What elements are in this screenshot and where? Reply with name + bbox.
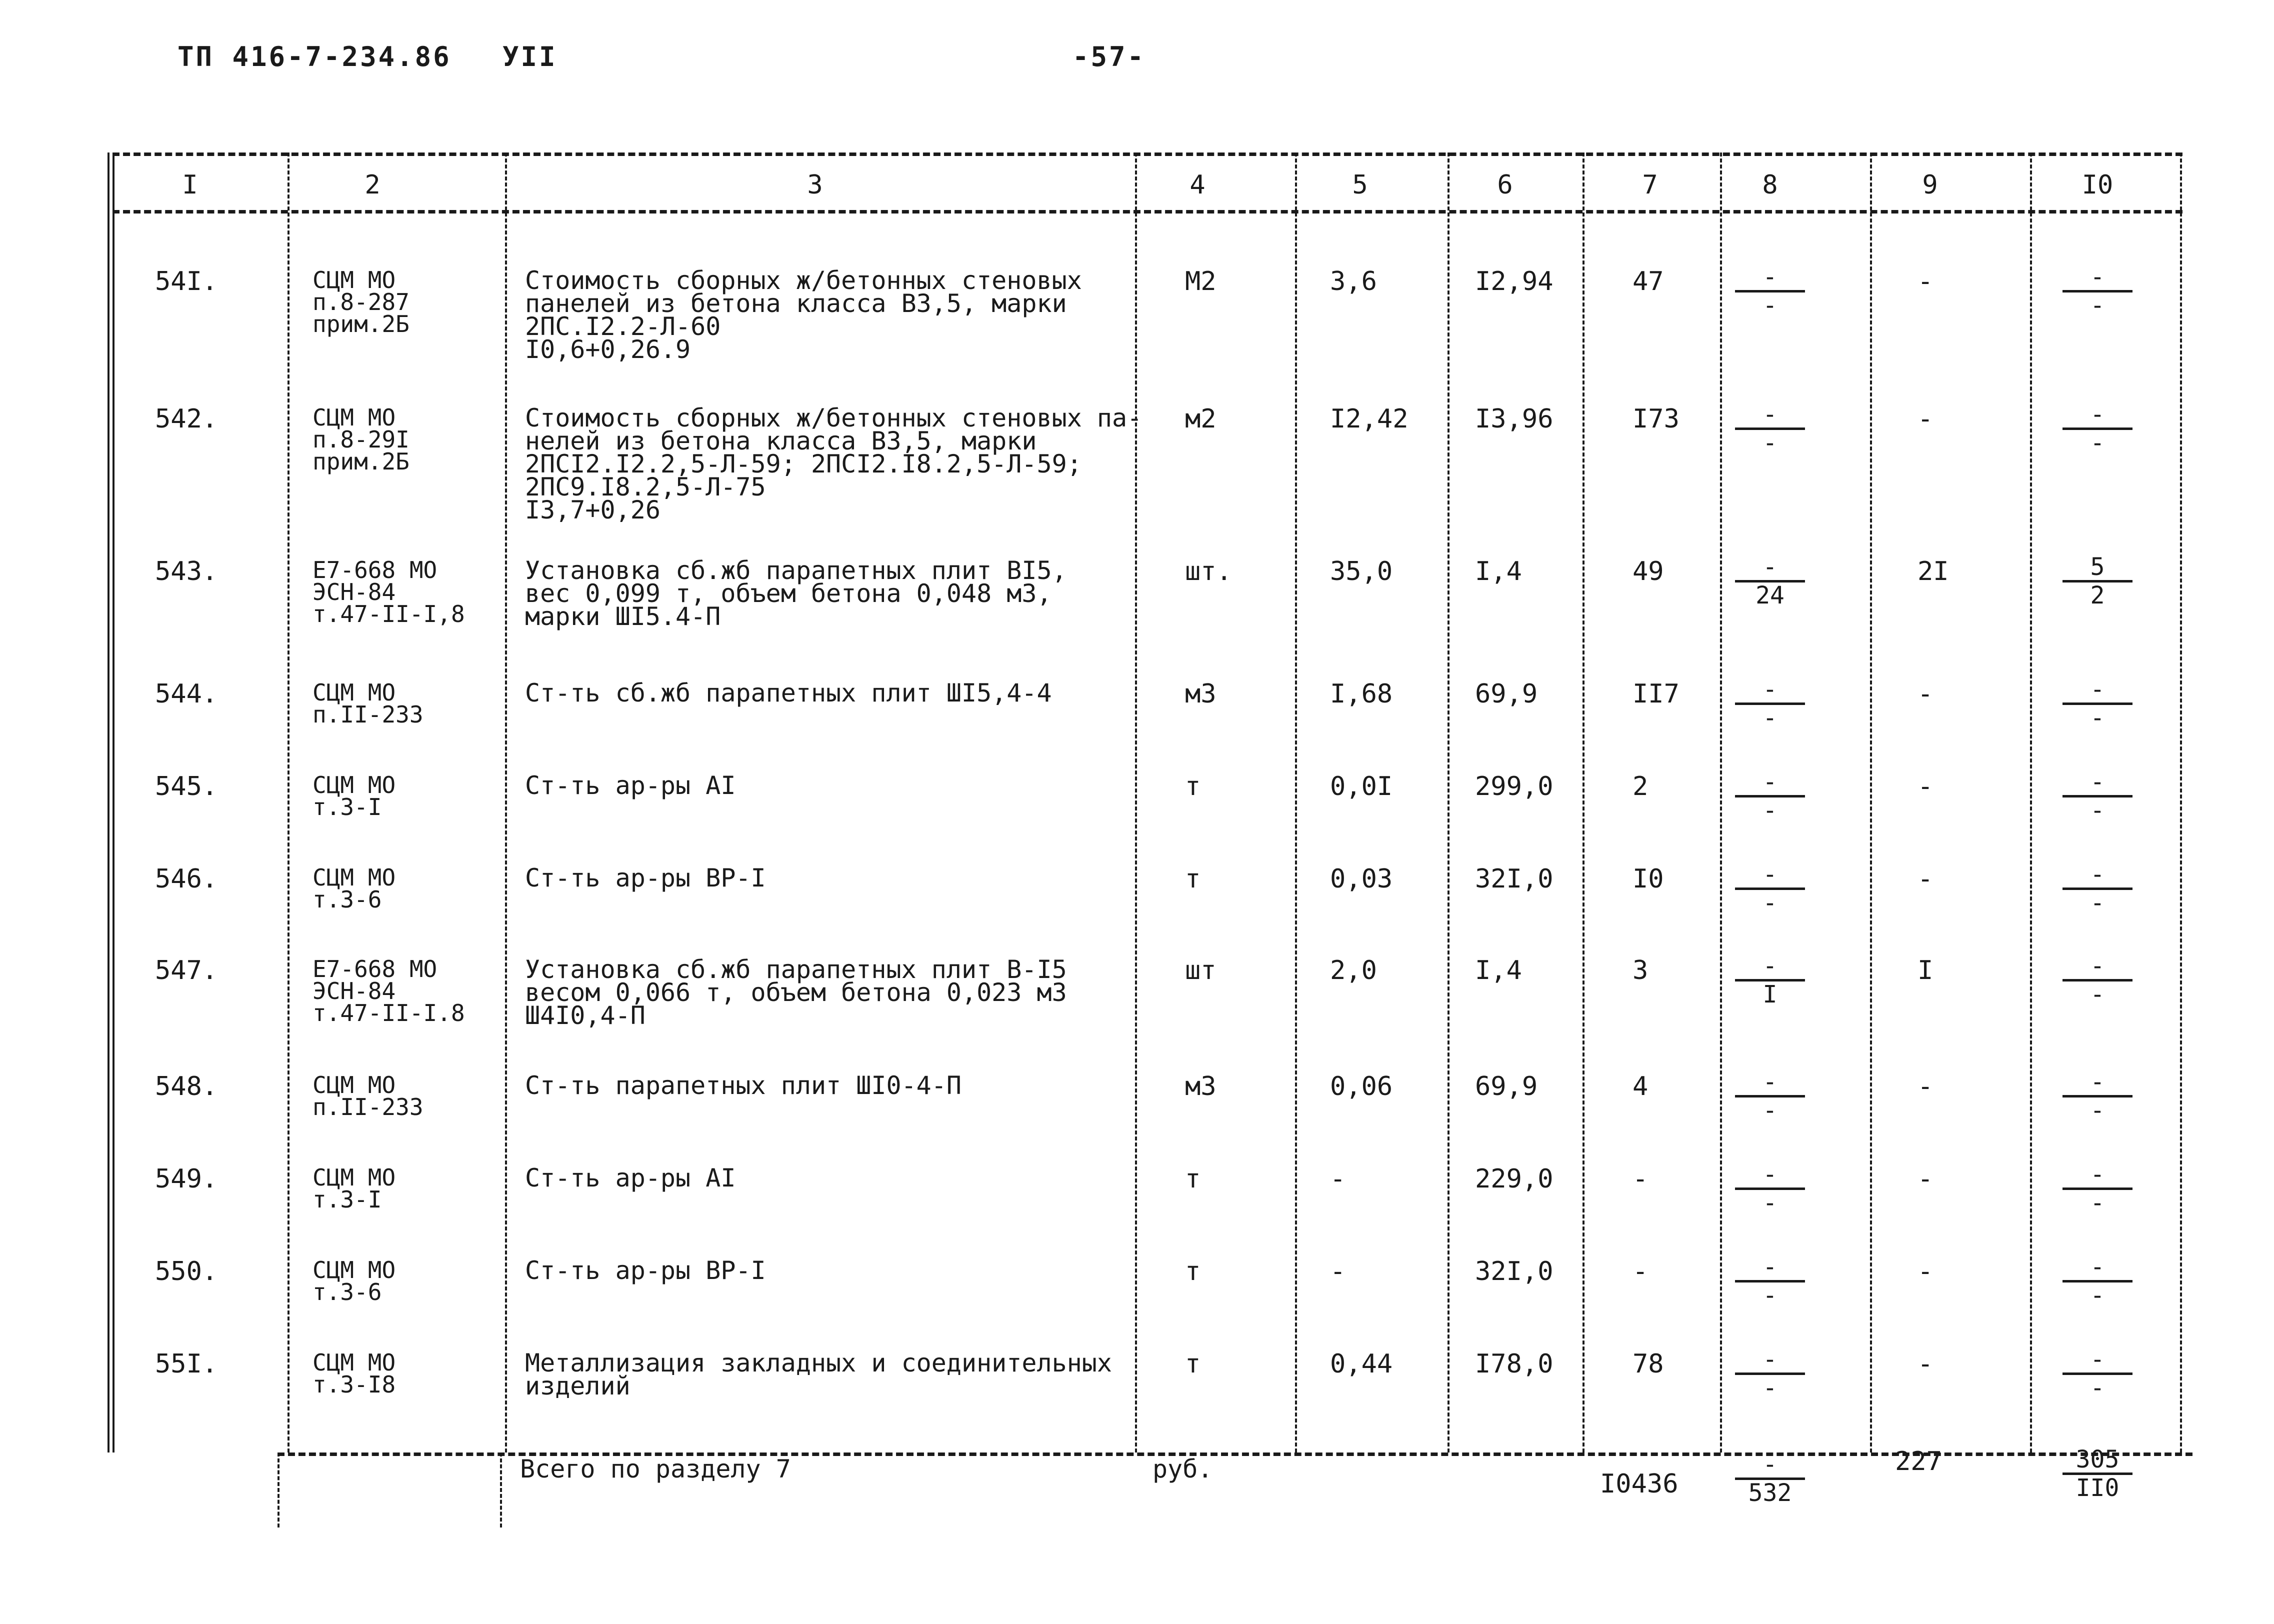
total-col8-fraction <box>1730 1452 1810 1505</box>
quantity: I2,42 <box>1330 404 1408 434</box>
row-number: 550. <box>155 1256 218 1286</box>
col10-fraction <box>2058 954 2138 1006</box>
total-unit: руб. <box>1152 1454 1213 1484</box>
header-bottom-rule <box>112 210 2182 214</box>
fraction-denominator: - <box>1762 1189 1778 1217</box>
unit-price: 69,9 <box>1475 679 1538 709</box>
column-number: 3 <box>807 170 823 200</box>
column-divider <box>1870 152 1872 1452</box>
fraction-denominator: - <box>1762 429 1778 457</box>
column-number: I0 <box>2082 170 2114 200</box>
col10-fraction <box>2058 402 2138 455</box>
source-ref: СЦМ МО п.II-233 <box>312 679 424 728</box>
work-name: Металлизация закладных и соединительных изделий <box>525 1348 1112 1400</box>
source-ref: Е7-668 МО ЭСН-84 т.47-II-I.8 <box>312 956 465 1026</box>
column-divider <box>1582 152 1584 1452</box>
quantity: 0,44 <box>1330 1349 1393 1379</box>
cost: 4 <box>1632 1072 1648 1102</box>
work-name: Ст-ть ар-ры АI <box>525 1164 736 1192</box>
fraction-denominator: - <box>2090 704 2105 732</box>
column-number: 9 <box>1922 170 1938 200</box>
col10-fraction <box>2058 770 2138 822</box>
unit-price: I2,94 <box>1475 266 1554 296</box>
unit-price: I,4 <box>1475 556 1522 586</box>
column-number: 6 <box>1497 170 1513 200</box>
column-divider <box>2030 152 2032 1452</box>
column-divider <box>1720 152 1722 1452</box>
unit: т <box>1185 864 1201 894</box>
col9-value: - <box>1918 266 1934 296</box>
col8-fraction <box>1730 954 1810 1006</box>
total-cost: I0436 <box>1600 1469 1678 1499</box>
col10-fraction <box>2058 555 2138 608</box>
source-ref: СЦМ МО т.3-I <box>312 772 396 820</box>
row-number: 547. <box>155 956 218 986</box>
row-number: 548. <box>155 1072 218 1102</box>
col9-value: 2I <box>1918 556 1949 586</box>
quantity: - <box>1330 1256 1346 1286</box>
cost: 49 <box>1632 556 1664 586</box>
column-number: 4 <box>1190 170 1206 200</box>
fraction-numerator: - <box>2090 768 2105 796</box>
work-name: Стоимость сборных ж/бетонных стеновых па- нелей из бетона класса В3,5, марки 2ПСI2.I2.2,5-Л-59; 2ПСI2.I8.2,5-Л-59; 2ПС9.I8.2,5-Л-75 I3,7+0,26 <box>525 404 1142 524</box>
work-name: Ст-ть парапетных плит ШI0-4-П <box>525 1071 962 1100</box>
cost: - <box>1632 1256 1648 1286</box>
column-number: 7 <box>1642 170 1658 200</box>
column-divider <box>1448 152 1450 1452</box>
fraction-denominator: - <box>2090 1374 2105 1402</box>
column-number: 5 <box>1352 170 1368 200</box>
cost: II7 <box>1632 679 1680 709</box>
fraction-denominator: I <box>1762 980 1778 1008</box>
fraction-numerator: - <box>1762 1160 1778 1188</box>
quantity: 0,0I <box>1330 772 1393 802</box>
fraction-denominator: - <box>2090 796 2105 824</box>
fraction-denominator: - <box>1762 1374 1778 1402</box>
fraction-numerator: - <box>2090 1253 2105 1281</box>
fraction-numerator: - <box>1762 400 1778 428</box>
fraction-denominator: - <box>1762 889 1778 917</box>
left-border <box>108 152 110 1452</box>
col9-value: I <box>1918 956 1934 986</box>
col8-fraction <box>1730 678 1810 730</box>
unit: М2 <box>1185 266 1216 296</box>
fraction-numerator: - <box>1762 768 1778 796</box>
source-ref: СЦМ МО п.8-287 прим.2Б <box>312 266 410 338</box>
col8-fraction <box>1730 555 1810 608</box>
column-number: 2 <box>364 170 380 200</box>
fraction-denominator: - <box>1762 1096 1778 1124</box>
work-name: Ст-ть ар-ры АI <box>525 771 736 800</box>
fraction-denominator: 24 <box>1756 582 1784 610</box>
unit-price: 229,0 <box>1475 1164 1554 1194</box>
col8-fraction <box>1730 862 1810 915</box>
col10-fraction <box>2058 1070 2138 1122</box>
unit: т <box>1185 1349 1201 1379</box>
header-top-rule <box>112 152 2182 156</box>
unit: т <box>1185 1164 1201 1194</box>
fraction-numerator: - <box>1762 553 1778 581</box>
col9-value: - <box>1918 679 1934 709</box>
col8-fraction <box>1730 265 1810 318</box>
column-number: I <box>182 170 198 200</box>
quantity: 35,0 <box>1330 556 1393 586</box>
fraction-denominator: - <box>1762 292 1778 320</box>
fraction-denominator: - <box>2090 980 2105 1008</box>
col9-value: - <box>1918 1072 1934 1102</box>
work-name: Установка сб.жб парапетных плит ВI5, вес 0,099 т, объем бетона 0,048 м3, марки ШI5.4-П <box>525 556 1067 631</box>
total-divider <box>500 1452 502 1528</box>
fraction-numerator: - <box>2090 952 2105 980</box>
column-divider <box>1135 152 1137 1452</box>
total-col9: 227 <box>1895 1446 1942 1476</box>
quantity: - <box>1330 1164 1346 1194</box>
fraction-numerator: 305 <box>2076 1446 2120 1474</box>
cost: 3 <box>1632 956 1648 986</box>
col10-fraction <box>2058 1255 2138 1308</box>
fraction-denominator: - <box>2090 1096 2105 1124</box>
unit: шт. <box>1185 556 1232 586</box>
fraction-denominator: - <box>1762 704 1778 732</box>
unit-price: I78,0 <box>1475 1349 1554 1379</box>
col10-fraction <box>2058 862 2138 915</box>
row-number: 55I. <box>155 1349 218 1379</box>
col8-fraction <box>1730 770 1810 822</box>
work-name: Стоимость сборных ж/бетонных стеновых панелей из бетона класса В3,5, марки 2ПС.I2.2-Л-60 I0,6+0,26.9 <box>525 266 1082 364</box>
fraction-numerator: - <box>2090 860 2105 888</box>
col8-fraction <box>1730 1255 1810 1308</box>
unit: т <box>1185 1256 1201 1286</box>
row-number: 543. <box>155 556 218 586</box>
work-name: Ст-ть ар-ры ВР-I <box>525 1256 766 1285</box>
work-name: Ст-ть ар-ры ВР-I <box>525 864 766 892</box>
source-ref: СЦМ МО т.3-I8 <box>312 1349 396 1398</box>
unit-price: I,4 <box>1475 956 1522 986</box>
source-ref: Е7-668 МО ЭСН-84 т.47-II-I,8 <box>312 556 465 628</box>
quantity: I,68 <box>1330 679 1393 709</box>
unit: м3 <box>1185 1072 1216 1102</box>
unit: м2 <box>1185 404 1216 434</box>
col9-value: - <box>1918 772 1934 802</box>
quantity: 2,0 <box>1330 956 1377 986</box>
page-number: -57- <box>1072 41 1146 72</box>
cost: 78 <box>1632 1349 1664 1379</box>
fraction-numerator: - <box>1762 1346 1778 1374</box>
col8-fraction <box>1730 402 1810 455</box>
col9-value: - <box>1918 1256 1934 1286</box>
fraction-denominator: - <box>1762 1282 1778 1310</box>
fraction-denominator: - <box>2090 429 2105 457</box>
col10-fraction <box>2058 1348 2138 1400</box>
col10-fraction <box>2058 1162 2138 1215</box>
doc-code: ТП 416-7-234.86 <box>178 41 452 72</box>
col8-fraction <box>1730 1348 1810 1400</box>
fraction-numerator: - <box>1762 860 1778 888</box>
source-ref: СЦМ МО п.8-29I прим.2Б <box>312 404 410 475</box>
fraction-numerator: - <box>1762 1450 1778 1478</box>
unit: т <box>1185 772 1201 802</box>
fraction-denominator: - <box>2090 1189 2105 1217</box>
total-label: Всего по разделу 7 <box>520 1454 791 1484</box>
fraction-numerator: - <box>2090 400 2105 428</box>
column-divider <box>112 152 114 1452</box>
row-number: 545. <box>155 772 218 802</box>
fraction-denominator: 532 <box>1748 1479 1792 1507</box>
fraction-numerator: - <box>2090 1160 2105 1188</box>
fraction-numerator: - <box>1762 263 1778 291</box>
unit: м3 <box>1185 679 1216 709</box>
quantity: 0,06 <box>1330 1072 1393 1102</box>
quantity: 3,6 <box>1330 266 1377 296</box>
col8-fraction <box>1730 1162 1810 1215</box>
fraction-denominator: - <box>2090 1282 2105 1310</box>
col10-fraction <box>2058 678 2138 730</box>
unit-price: 32I,0 <box>1475 1256 1554 1286</box>
unit-price: I3,96 <box>1475 404 1554 434</box>
row-number: 544. <box>155 679 218 709</box>
work-name: Установка сб.жб парапетных плит В-I5 весом 0,066 т, объем бетона 0,023 м3 Ш4I0,4-П <box>525 955 1067 1030</box>
fraction-denominator: - <box>2090 889 2105 917</box>
fraction-numerator: - <box>1762 1068 1778 1096</box>
fraction-denominator: - <box>2090 292 2105 320</box>
col8-fraction <box>1730 1070 1810 1122</box>
column-number: 8 <box>1762 170 1778 200</box>
fraction-denominator: - <box>1762 796 1778 824</box>
cost: 2 <box>1632 772 1648 802</box>
unit: шт <box>1185 956 1216 986</box>
unit-price: 69,9 <box>1475 1072 1538 1102</box>
row-number: 542. <box>155 404 218 434</box>
row-number: 54I. <box>155 266 218 296</box>
column-divider <box>2180 152 2182 1452</box>
cost: - <box>1632 1164 1648 1194</box>
source-ref: СЦМ МО т.3-6 <box>312 864 396 913</box>
fraction-numerator: - <box>2090 1346 2105 1374</box>
source-ref: СЦМ МО т.3-6 <box>312 1256 396 1306</box>
col10-fraction <box>2058 265 2138 318</box>
fraction-denominator: 2 <box>2090 582 2105 610</box>
fraction-numerator: - <box>2090 1068 2105 1096</box>
cost: I0 <box>1632 864 1664 894</box>
source-ref: СЦМ МО п.II-233 <box>312 1072 424 1120</box>
fraction-numerator: 5 <box>2090 553 2105 581</box>
row-number: 546. <box>155 864 218 894</box>
col9-value: - <box>1918 404 1934 434</box>
fraction-denominator: II0 <box>2076 1474 2120 1502</box>
fraction-numerator: - <box>2090 676 2105 704</box>
row-number: 549. <box>155 1164 218 1194</box>
work-name: Ст-ть сб.жб парапетных плит ШI5,4-4 <box>525 678 1052 708</box>
unit-price: 299,0 <box>1475 772 1554 802</box>
doc-section: УII <box>502 41 558 72</box>
cost: I73 <box>1632 404 1680 434</box>
col9-value: - <box>1918 1349 1934 1379</box>
fraction-numerator: - <box>1762 676 1778 704</box>
total-col10-fraction <box>2058 1448 2138 1500</box>
col9-value: - <box>1918 1164 1934 1194</box>
source-ref: СЦМ МО т.3-I <box>312 1164 396 1213</box>
col9-value: - <box>1918 864 1934 894</box>
unit-price: 32I,0 <box>1475 864 1554 894</box>
fraction-numerator: - <box>2090 263 2105 291</box>
quantity: 0,03 <box>1330 864 1393 894</box>
column-divider <box>1295 152 1297 1452</box>
column-divider <box>288 152 290 1452</box>
fraction-numerator: - <box>1762 1253 1778 1281</box>
fraction-numerator: - <box>1762 952 1778 980</box>
total-divider <box>278 1452 280 1528</box>
column-divider <box>505 152 507 1452</box>
cost: 47 <box>1632 266 1664 296</box>
